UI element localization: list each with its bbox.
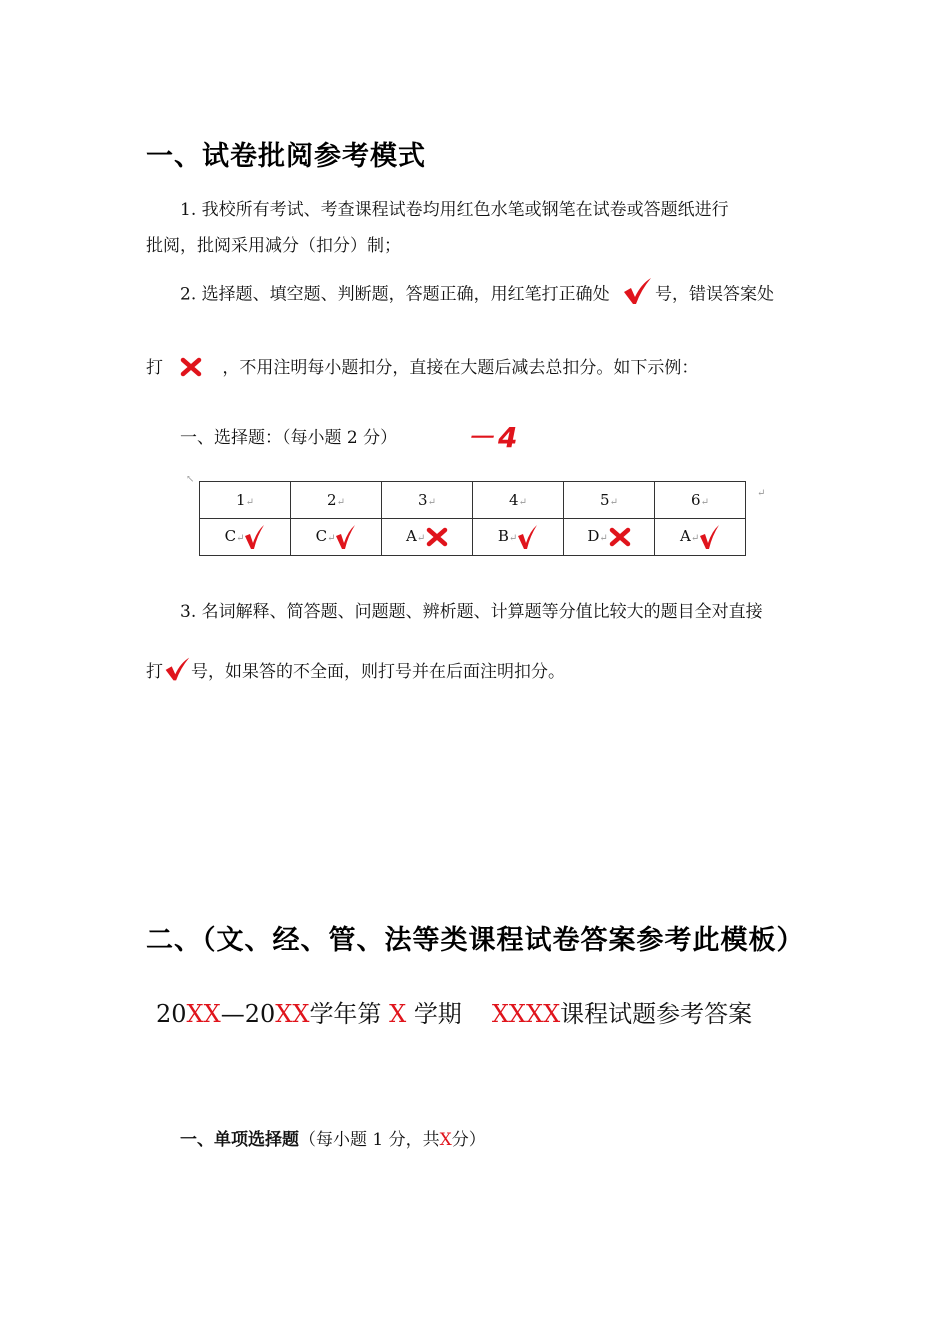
example-score: －4 [466, 421, 522, 454]
table-header-row [200, 482, 746, 519]
table-cell: D↵ [564, 519, 655, 556]
title-part: 学期 [413, 1000, 462, 1028]
title-part: XX [275, 1000, 310, 1028]
table-cell: 2↵ [291, 482, 382, 519]
para-2-text-c: 打 [146, 358, 163, 378]
title-part: XXXX [491, 1000, 561, 1028]
table-cell: A↵ [382, 519, 473, 556]
table-cell: 1↵ [200, 482, 291, 519]
para-3-line-2 [146, 662, 565, 683]
para-2-line-2 [146, 358, 698, 378]
cross-mark-icon [180, 357, 202, 377]
para-2-line-1 [180, 284, 774, 306]
para-2-text-d: ，不用注明每小题扣分，直接在大题后减去总扣分。如下示例： [222, 358, 699, 378]
title-part: XX [186, 1000, 221, 1028]
para-3-line-1: 3. 名词解释、简答题、问题题、辨析题、计算题等分值比较大的题目全对直接 [180, 602, 763, 622]
question-1-total: X [439, 1130, 452, 1150]
table-row-end-marker: ↵ [757, 488, 766, 499]
section-1-heading: 一、试卷批阅参考模式 [146, 141, 426, 172]
para-3-text-b: 号，如果答的不全面，则打号并在后面注明扣分。 [191, 662, 565, 682]
table-cell: 6↵ [655, 482, 746, 519]
table-cell: C↵ [291, 519, 382, 556]
check-mark-icon [698, 524, 720, 550]
table-cell: 5↵ [564, 482, 655, 519]
title-part: 学年第 [309, 1000, 382, 1028]
para-3-text-a: 打 [146, 662, 163, 682]
check-mark-icon [243, 524, 265, 550]
table-cell: B↵ [473, 519, 564, 556]
title-part: X [389, 1000, 407, 1028]
example-label: 一、选择题：（每小题 2 分） [180, 428, 398, 448]
para-1-line-2: 批阅，批阅采用减分（扣分）制； [146, 236, 401, 256]
section-2-heading: 二、（文、经、管、法等类课程试卷答案参考此模板） [146, 925, 805, 956]
answer-sheet-title [156, 994, 752, 1029]
check-mark-icon [163, 655, 191, 683]
cross-mark-icon [609, 527, 631, 547]
table-answer-row [200, 519, 746, 556]
question-1-header [180, 1130, 486, 1150]
table-cell: A↵ [655, 519, 746, 556]
table-corner-marker: ↖ [186, 474, 195, 485]
question-1-note: （每小题 1 分，共 [299, 1130, 440, 1150]
title-part: —20 [220, 1000, 276, 1028]
title-part: 20 [156, 1000, 187, 1028]
table-cell: 3↵ [382, 482, 473, 519]
para-1-line-1: 1. 我校所有考试、考查课程试卷均用红色水笔或钢笔在试卷或答题纸进行 [180, 200, 729, 220]
para-2-text-a: 2. 选择题、填空题、判断题，答题正确，用红笔打正确处 [180, 284, 610, 305]
question-1-note-end: 分） [451, 1130, 486, 1150]
check-mark-icon [621, 276, 653, 306]
table-cell: 4↵ [473, 482, 564, 519]
para-2-text-b: 号，错误答案处 [655, 284, 775, 305]
question-1-title: 一、单项选择题 [180, 1130, 299, 1150]
answer-example-table [199, 481, 746, 556]
table-cell: C↵ [200, 519, 291, 556]
title-part: 课程试题参考答案 [560, 1000, 753, 1028]
check-mark-icon [334, 524, 356, 550]
check-mark-icon [516, 524, 538, 550]
cross-mark-icon [426, 527, 448, 547]
